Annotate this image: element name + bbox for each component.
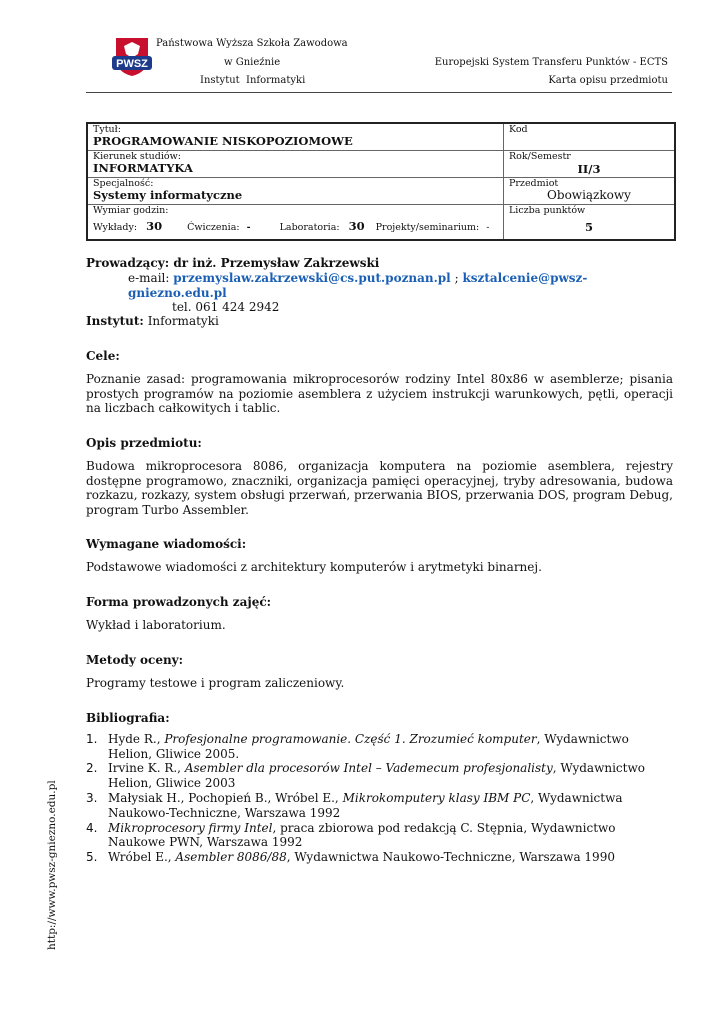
logo-text: PWSZ (116, 58, 148, 70)
lecturer-block: Prowadzący: dr inż. Przemysław Zakrzewski e-mail: przemyslaw.zakrzewski@cs.put.poznan.pl ; ksztalcenie@pwsz-gniezno.edu.pl tel. 061 424 2942 (86, 256, 673, 315)
goals-text: Poznanie zasad: programowania mikroprocesorów rodziny Intel 80x86 w asemblerze; pisania prostych programów na poziomie asemblera z użyciem instrukcji warunkowych, pętli, operacji na liczbach całkowitych i tablic. (86, 371, 673, 416)
required-section (86, 537, 673, 575)
subject-cell: Przedmiot Obowiązkowy (504, 177, 676, 204)
bibliography-item: 1. Hyde R., Profesjonalne programowanie. Część 1. Zrozumieć komputer, Wydawnictwo Helion, Gliwice 2005. (86, 731, 629, 761)
assessment-section (86, 653, 673, 691)
goals-heading: Cele: (86, 349, 120, 363)
phone: tel. 061 424 2942 (172, 300, 280, 315)
email-link-2[interactable]: ksztalcenie@pwsz-gniezno.edu.pl (128, 270, 588, 300)
institution-line2: w Gnieźnie (224, 57, 281, 68)
field-cell: Kierunek studiów: INFORMATYKA (87, 150, 504, 177)
required-heading: Wymagane wiadomości: (86, 537, 247, 551)
bibliography-item: 2. Irvine K. R., Asembler dla procesorów Intel – Vademecum profesjonalisty, Wydawnictwo Helion, Gliwice 2003 (86, 761, 645, 791)
assessment-text: Programy testowe i program zaliczeniowy. (86, 675, 345, 690)
assessment-heading: Metody oceny: (86, 653, 184, 667)
pwsz-logo (110, 34, 154, 78)
header-divider (86, 92, 672, 93)
form-text: Wykład i laboratorium. (86, 617, 226, 632)
course-info-table (86, 122, 676, 241)
title-cell: Tytuł: PROGRAMOWANIE NISKOPOZIOMOWE (87, 123, 504, 150)
required-text: Podstawowe wiadomości z architektury komputerów i arytmetyki binarnej. (86, 559, 542, 574)
year-cell: Rok/Semestr II/3 (504, 150, 676, 177)
hours-cell: Wymiar godzin: Wykłady: 30 Ćwiczenia: - Laboratoria: 30 Projekty/seminarium: - (87, 204, 504, 240)
goals-section (86, 349, 673, 416)
points-cell: Liczba punktów 5 (504, 204, 676, 240)
bibliography-heading: Bibliografia: (86, 711, 170, 725)
code-cell: Kod (504, 123, 676, 150)
course-title: PROGRAMOWANIE NISKOPOZIOMOWE (93, 134, 353, 148)
bibliography-list (86, 732, 673, 865)
institute-header: Instytut Informatyki (200, 75, 306, 86)
bibliography-item: 4. Mikroprocesory firmy Intel, praca zbiorowa pod redakcją C. Stępnia, Wydawnictwo Naukowe PWN, Warszawa 1992 (86, 820, 616, 850)
side-url: http://www.pwsz-gniezno.edu.pl (46, 780, 58, 950)
lecturer-name: Prowadzący: dr inż. Przemysław Zakrzewski (86, 256, 380, 270)
institute-block: Instytut: Informatyki (86, 314, 219, 328)
bibliography-item: 3. Małysiak H., Pochopień B., Wróbel E., Mikrokomputery klasy IBM PC, Wydawnictwa Naukowo-Techniczne, Warszawa 1992 (86, 790, 623, 820)
email-link-1[interactable]: przemyslaw.zakrzewski@cs.put.poznan.pl (173, 270, 451, 285)
card-title: Karta opisu przedmiotu (548, 75, 668, 86)
description-text: Budowa mikroprocesora 8086, organizacja komputera na poziomie asemblera, rejestry dostępne programowo, znaczniki, organizacja pamięci operacyjnej, tryby adresowania, budowa rozkazu, rozkazy, system obsługi przerwań, przerwania BIOS, przerwania DOS, program Debug, program Turbo Assembler. (86, 458, 673, 518)
spec-cell: Specjalność: Systemy informatyczne (87, 177, 504, 204)
bibliography-section (86, 711, 673, 865)
description-heading: Opis przedmiotu: (86, 436, 202, 450)
ects-title: Europejski System Transferu Punktów - ECTS (434, 57, 668, 68)
bibliography-item: 5. Wróbel E., Asembler 8086/88, Wydawnictwa Naukowo-Techniczne, Warszawa 1990 (86, 850, 615, 865)
form-section (86, 595, 673, 633)
form-heading: Forma prowadzonych zajęć: (86, 595, 272, 609)
institution-line1: Państwowa Wyższa Szkoła Zawodowa (156, 38, 348, 49)
description-section (86, 436, 673, 518)
